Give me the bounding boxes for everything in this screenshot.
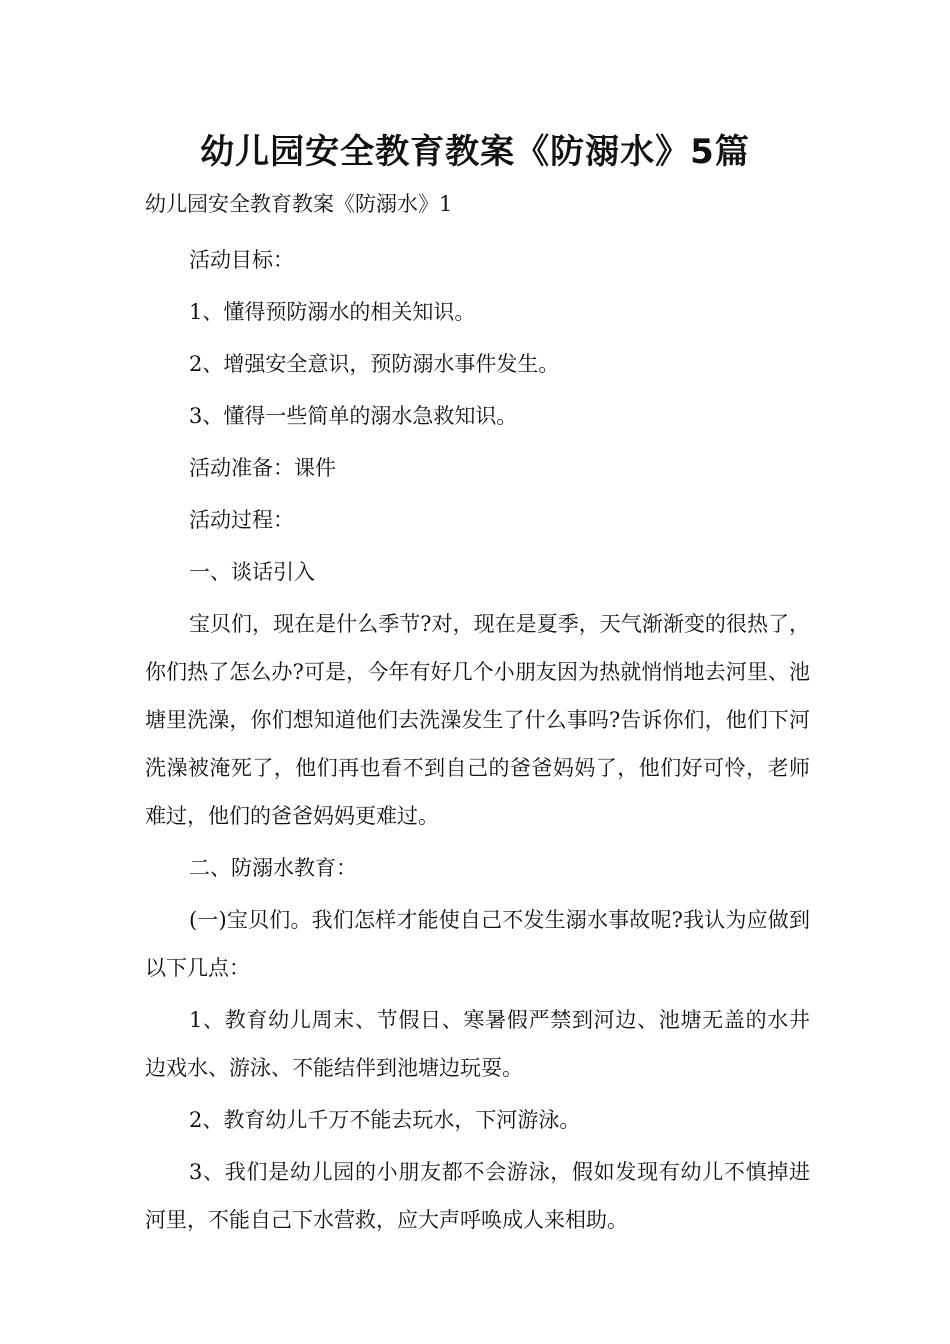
paragraph-step-1-heading: 一、谈话引入 [189,560,315,584]
paragraph-rule-3: 3、我们是幼儿园的小朋友都不会游泳，假如发现有幼儿不慎掉进河里，不能自己下水营救，应大声呼唤成人来相助。 [145,1160,810,1232]
paragraph-activity-prep: 活动准备：课件 [189,456,336,480]
paragraph-intro-talk: 宝贝们，现在是什么季节?对，现在是夏季，天气渐渐变的很热了，你们热了怎么办?可是，今年有好几个小朋友因为热就悄悄地去河里、池塘里洗澡，你们想知道他们去洗澡发生了什么事吗?告诉你们，他们下河洗澡被淹死了，他们再也看不到自己的爸爸妈妈了，他们好可怜，老师难过，他们的爸爸妈妈更难过。 [145,612,810,828]
paragraph-goal-2: 2、增强安全意识，预防溺水事件发生。 [189,352,560,376]
paragraph-rule-1: 1、教育幼儿周末、节假日、寒暑假严禁到河边、池塘无盖的水井边戏水、游泳、不能结伴到池塘边玩耍。 [145,1008,810,1080]
document-title: 幼儿园安全教育教案《防溺水》5篇 [200,132,750,172]
paragraph-goal-3: 3、懂得一些简单的溺水急救知识。 [189,404,518,428]
paragraph-step-2-heading: 二、防溺水教育： [189,856,357,880]
paragraph-question: (一)宝贝们。我们怎样才能使自己不发生溺水事故呢?我认为应做到以下几点： [145,908,810,980]
paragraph-goal-1: 1、懂得预防溺水的相关知识。 [189,300,476,324]
paragraph-rule-2: 2、教育幼儿千万不能去玩水，下河游泳。 [189,1108,581,1132]
paragraph-activity-process: 活动过程： [189,508,294,532]
document-body [145,180,810,1248]
paragraph-activity-goals: 活动目标： [189,248,294,272]
section-heading: 幼儿园安全教育教案《防溺水》1 [145,192,453,216]
